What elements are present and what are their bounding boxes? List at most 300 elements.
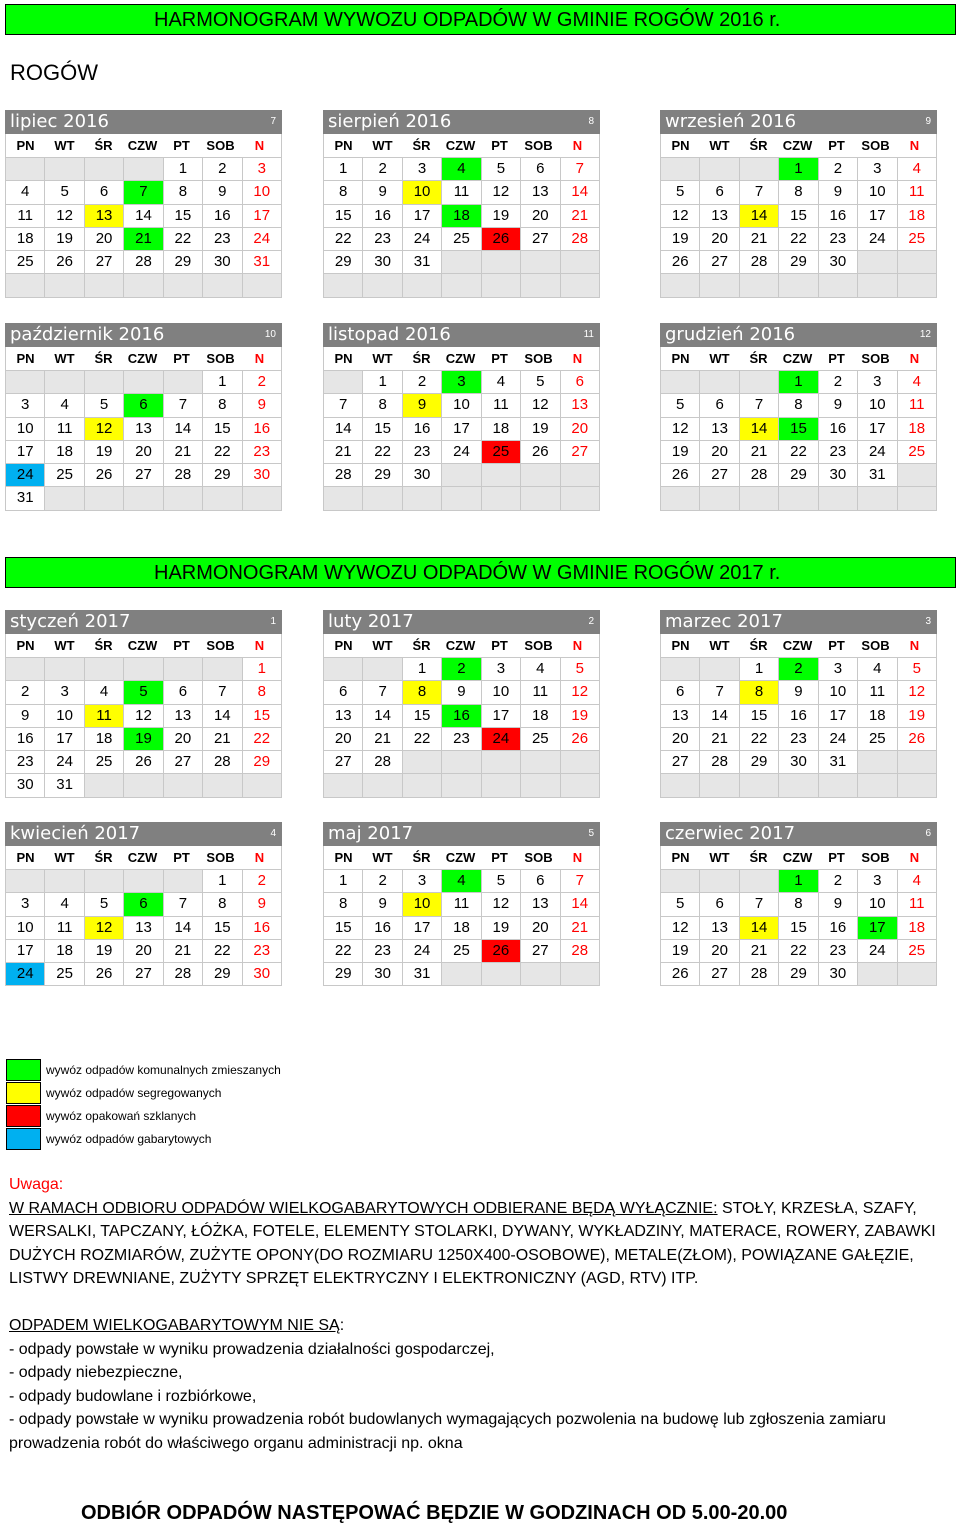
empty-cell: [661, 371, 699, 393]
month-name: luty 2017: [328, 611, 414, 632]
empty-cell: [324, 774, 362, 796]
day-cell: 4: [898, 870, 936, 892]
empty-cell: [740, 371, 778, 393]
day-cell: 2: [779, 658, 817, 680]
empty-cell: [243, 274, 281, 296]
day-cell: 11: [442, 181, 480, 203]
day-cell: 8: [203, 394, 241, 416]
day-cell: 31: [403, 963, 441, 985]
month-calendar: [5, 610, 282, 798]
weekday-label: ŚR: [749, 638, 768, 653]
day-cell: 12: [85, 418, 123, 440]
month-title-bar: [660, 110, 937, 134]
day-cell: 14: [700, 705, 738, 727]
day-cell: 8: [363, 394, 401, 416]
empty-cell: [482, 464, 520, 486]
empty-cell: [521, 464, 559, 486]
weekday-label: N: [254, 850, 265, 865]
day-cell: 19: [482, 205, 520, 227]
day-cell: 26: [45, 251, 83, 273]
day-cell: 24: [442, 441, 480, 463]
day-cell: 1: [779, 371, 817, 393]
empty-cell: [124, 658, 162, 680]
day-cell: 7: [740, 181, 778, 203]
day-cell: 19: [482, 917, 520, 939]
empty-cell: [898, 487, 936, 509]
empty-cell: [898, 251, 936, 273]
day-cell: 28: [561, 228, 599, 250]
weekday-label: WT: [709, 638, 730, 653]
day-cell: 11: [85, 705, 123, 727]
empty-cell: [403, 751, 441, 773]
weekday-label: WT: [54, 138, 75, 153]
day-cell: 12: [661, 418, 699, 440]
month-number: 4: [270, 828, 276, 839]
day-cell: 23: [243, 940, 281, 962]
empty-cell: [164, 487, 202, 509]
month-title-bar: [5, 110, 282, 134]
month-title-bar: [5, 610, 282, 634]
weekday-label: N: [572, 138, 583, 153]
note-p2-colon: :: [339, 1317, 345, 1334]
day-cell: 21: [164, 441, 202, 463]
empty-cell: [324, 274, 362, 296]
empty-cell: [898, 274, 936, 296]
day-cell: 21: [124, 228, 162, 250]
day-cell: 10: [482, 681, 520, 703]
day-cell: 21: [363, 728, 401, 750]
empty-cell: [482, 251, 520, 273]
weekday-label: SOB: [524, 351, 553, 366]
day-cell: 13: [124, 917, 162, 939]
weekday-label: PT: [828, 351, 845, 366]
day-cell: 30: [363, 251, 401, 273]
day-cell: 25: [898, 228, 936, 250]
empty-cell: [700, 774, 738, 796]
day-cell: 21: [561, 205, 599, 227]
day-grid: [5, 157, 282, 298]
weekday-label: CZW: [127, 351, 158, 366]
day-cell: 26: [898, 728, 936, 750]
empty-cell: [521, 487, 559, 509]
day-cell: 3: [858, 371, 896, 393]
day-cell: 18: [45, 441, 83, 463]
day-cell: 13: [700, 917, 738, 939]
note-item: - odpady niebezpieczne,: [9, 1364, 183, 1381]
month-number: 7: [270, 116, 276, 127]
weekday-label: PT: [828, 638, 845, 653]
weekday-label: PN: [671, 638, 690, 653]
note-p2-heading: ODPADEM WIELKOGABARYTOWYM NIE SĄ: [9, 1317, 340, 1334]
day-grid: [660, 869, 937, 986]
day-cell: 4: [521, 658, 559, 680]
day-cell: 10: [442, 394, 480, 416]
day-cell: 29: [779, 251, 817, 273]
note-p1-body: STOŁY, KRZESŁA, SZAFY, WERSALKI, TAPCZANY, ŁÓŻKA, FOTELE, ELEMENTY STOLARKI, DYWANY, WYKŁADZINY, MATERACE, ROWERY, ZABAWKI DUŻYCH ROZMIARÓW, ZUŻYTE OPONY(DO ROZMIARU 1250X400-OSOBOWE), METALE(ZŁOM), POWIĄZANE GAŁĘZIE, LISTWY DREWNIANE, ZUŻYTY SPRZĘT ELEKTRYCZNY I ELEKTRONICZNY (AGD, RTV) ITP.: [9, 1199, 936, 1287]
day-grid: [323, 157, 600, 298]
day-cell: 15: [779, 205, 817, 227]
day-cell: 16: [243, 418, 281, 440]
day-cell: 25: [898, 441, 936, 463]
day-cell: 26: [561, 728, 599, 750]
day-cell: 8: [324, 893, 362, 915]
day-cell: 11: [898, 893, 936, 915]
day-cell: 15: [203, 418, 241, 440]
day-cell: 22: [203, 441, 241, 463]
day-cell: 5: [661, 893, 699, 915]
weekday-label: CZW: [127, 638, 158, 653]
empty-cell: [324, 371, 362, 393]
day-cell: 1: [203, 371, 241, 393]
weekday-label: SOB: [206, 638, 235, 653]
day-cell: 4: [858, 658, 896, 680]
day-cell: 22: [243, 728, 281, 750]
day-cell: 31: [403, 251, 441, 273]
empty-cell: [124, 774, 162, 796]
day-cell: 14: [203, 705, 241, 727]
weekday-label: ŚR: [94, 351, 113, 366]
legend-swatch: [6, 1059, 41, 1081]
day-cell: 3: [403, 870, 441, 892]
weekday-label: SOB: [861, 638, 890, 653]
day-cell: 27: [164, 751, 202, 773]
day-cell: 27: [521, 940, 559, 962]
empty-cell: [124, 158, 162, 180]
weekday-label: SOB: [206, 138, 235, 153]
weekday-label: CZW: [782, 638, 813, 653]
empty-cell: [45, 658, 83, 680]
empty-cell: [521, 274, 559, 296]
month-name: maj 2017: [328, 823, 414, 844]
weekday-label: N: [909, 138, 920, 153]
day-cell: 11: [898, 181, 936, 203]
title-2017: HARMONOGRAM WYWOZU ODPADÓW W GMINIE ROGÓW 2017 r.: [154, 562, 781, 584]
day-cell: 22: [779, 441, 817, 463]
day-cell: 28: [561, 940, 599, 962]
day-cell: 19: [661, 228, 699, 250]
day-cell: 25: [442, 940, 480, 962]
empty-cell: [442, 464, 480, 486]
empty-cell: [45, 870, 83, 892]
day-cell: 5: [521, 371, 559, 393]
day-cell: 7: [363, 681, 401, 703]
day-cell: 27: [700, 464, 738, 486]
day-cell: 19: [661, 940, 699, 962]
day-cell: 1: [403, 658, 441, 680]
day-cell: 23: [203, 228, 241, 250]
empty-cell: [85, 487, 123, 509]
month-calendar: [323, 323, 600, 511]
day-cell: 12: [45, 205, 83, 227]
day-cell: 29: [324, 963, 362, 985]
day-cell: 29: [779, 963, 817, 985]
day-cell: 24: [6, 963, 44, 985]
day-cell: 10: [403, 181, 441, 203]
day-cell: 3: [858, 870, 896, 892]
month-calendar: [323, 110, 600, 298]
empty-cell: [45, 158, 83, 180]
empty-cell: [779, 487, 817, 509]
day-cell: 16: [779, 705, 817, 727]
day-cell: 19: [561, 705, 599, 727]
day-cell: 13: [700, 205, 738, 227]
day-cell: 7: [164, 394, 202, 416]
weekday-label: ŚR: [749, 850, 768, 865]
weekday-label: SOB: [861, 850, 890, 865]
empty-cell: [124, 274, 162, 296]
day-cell: 18: [898, 917, 936, 939]
weekday-label: PT: [173, 850, 190, 865]
day-cell: 9: [6, 705, 44, 727]
day-cell: 18: [521, 705, 559, 727]
day-cell: 15: [324, 205, 362, 227]
day-cell: 30: [6, 774, 44, 796]
day-cell: 10: [819, 681, 857, 703]
weekday-label: CZW: [445, 138, 476, 153]
month-name: sierpień 2016: [328, 111, 452, 132]
month-name: lipiec 2016: [10, 111, 109, 132]
day-cell: 15: [363, 418, 401, 440]
weekday-label: SOB: [206, 850, 235, 865]
day-cell: 22: [203, 940, 241, 962]
note-item: - odpady budowlane i rozbiórkowe,: [9, 1387, 257, 1405]
note-p1-heading: W RAMACH ODBIORU ODPADÓW WIELKOGABARYTOWYCH ODBIERANE BĘDĄ WYŁĄCZNIE: [9, 1199, 714, 1217]
empty-cell: [363, 274, 401, 296]
weekday-label: CZW: [782, 138, 813, 153]
day-cell: 4: [85, 681, 123, 703]
day-cell: 2: [363, 870, 401, 892]
day-cell: 25: [45, 963, 83, 985]
day-cell: 24: [482, 728, 520, 750]
empty-cell: [700, 274, 738, 296]
day-cell: 29: [203, 464, 241, 486]
month-number: 6: [925, 828, 931, 839]
empty-cell: [779, 274, 817, 296]
day-cell: 2: [6, 681, 44, 703]
day-cell: 20: [700, 228, 738, 250]
day-cell: 7: [324, 394, 362, 416]
empty-cell: [740, 774, 778, 796]
empty-cell: [561, 487, 599, 509]
day-cell: 20: [324, 728, 362, 750]
weekday-header: [324, 846, 599, 869]
day-cell: 4: [6, 181, 44, 203]
day-cell: 20: [561, 418, 599, 440]
day-cell: 4: [45, 893, 83, 915]
weekday-label: PN: [671, 351, 690, 366]
day-cell: 16: [819, 205, 857, 227]
day-cell: 8: [740, 681, 778, 703]
day-cell: 28: [363, 751, 401, 773]
weekday-label: SOB: [524, 638, 553, 653]
day-cell: 27: [324, 751, 362, 773]
weekday-label: PN: [334, 850, 353, 865]
weekday-label: PN: [671, 138, 690, 153]
legend-item: [6, 1127, 281, 1150]
weekday-label: PN: [16, 351, 35, 366]
day-cell: 10: [6, 917, 44, 939]
weekday-label: PN: [334, 351, 353, 366]
day-grid: [5, 869, 282, 986]
empty-cell: [482, 774, 520, 796]
day-cell: 13: [124, 418, 162, 440]
weekday-label: ŚR: [412, 850, 431, 865]
month-number: 12: [919, 329, 931, 340]
day-cell: 14: [164, 418, 202, 440]
weekday-label: N: [909, 850, 920, 865]
empty-cell: [85, 658, 123, 680]
day-cell: 26: [521, 441, 559, 463]
day-cell: 12: [482, 893, 520, 915]
day-cell: 26: [661, 464, 699, 486]
day-cell: 17: [482, 705, 520, 727]
day-cell: 11: [442, 893, 480, 915]
day-cell: 6: [521, 870, 559, 892]
day-cell: 8: [779, 394, 817, 416]
day-cell: 17: [403, 205, 441, 227]
empty-cell: [482, 751, 520, 773]
day-grid: [660, 370, 937, 511]
day-cell: 20: [521, 917, 559, 939]
empty-cell: [858, 274, 896, 296]
day-cell: 3: [6, 893, 44, 915]
day-cell: 5: [482, 870, 520, 892]
day-cell: 30: [203, 251, 241, 273]
legend: [6, 1058, 281, 1150]
empty-cell: [700, 371, 738, 393]
day-cell: 24: [403, 228, 441, 250]
empty-cell: [858, 251, 896, 273]
day-cell: 5: [85, 394, 123, 416]
day-cell: 5: [561, 658, 599, 680]
day-cell: 22: [324, 940, 362, 962]
day-cell: 29: [779, 464, 817, 486]
empty-cell: [164, 774, 202, 796]
day-cell: 7: [561, 870, 599, 892]
day-cell: 13: [661, 705, 699, 727]
day-cell: 20: [700, 441, 738, 463]
day-cell: 17: [6, 441, 44, 463]
legend-label: wywóz odpadów komunalnych zmieszanych: [46, 1062, 281, 1077]
month-calendar: [5, 822, 282, 986]
empty-cell: [521, 751, 559, 773]
day-cell: 11: [521, 681, 559, 703]
day-cell: 16: [363, 917, 401, 939]
day-cell: 13: [700, 418, 738, 440]
day-grid: [660, 157, 937, 298]
weekday-label: WT: [709, 138, 730, 153]
day-cell: 24: [858, 228, 896, 250]
day-cell: 8: [324, 181, 362, 203]
day-cell: 15: [324, 917, 362, 939]
day-cell: 8: [243, 681, 281, 703]
weekday-label: ŚR: [412, 138, 431, 153]
day-cell: 7: [700, 681, 738, 703]
day-cell: 9: [243, 394, 281, 416]
empty-cell: [898, 963, 936, 985]
weekday-label: CZW: [127, 850, 158, 865]
notes: [9, 1173, 949, 1455]
day-cell: 22: [740, 728, 778, 750]
day-cell: 23: [243, 441, 281, 463]
month-title-bar: [660, 610, 937, 634]
day-cell: 21: [561, 917, 599, 939]
day-cell: 24: [403, 940, 441, 962]
day-cell: 26: [661, 251, 699, 273]
day-cell: 4: [482, 371, 520, 393]
day-cell: 6: [700, 181, 738, 203]
weekday-label: PN: [671, 850, 690, 865]
day-cell: 29: [164, 251, 202, 273]
weekday-label: PN: [16, 850, 35, 865]
day-cell: 16: [6, 728, 44, 750]
weekday-label: PN: [16, 638, 35, 653]
day-cell: 1: [779, 158, 817, 180]
day-cell: 17: [858, 917, 896, 939]
day-cell: 9: [363, 893, 401, 915]
empty-cell: [363, 774, 401, 796]
month-calendar: [5, 110, 282, 298]
day-cell: 6: [324, 681, 362, 703]
empty-cell: [740, 158, 778, 180]
empty-cell: [700, 870, 738, 892]
day-cell: 18: [858, 705, 896, 727]
empty-cell: [700, 487, 738, 509]
month-name: wrzesień 2016: [665, 111, 797, 132]
empty-cell: [85, 158, 123, 180]
day-cell: 7: [124, 181, 162, 203]
empty-cell: [700, 158, 738, 180]
month-calendar: [660, 323, 937, 511]
day-cell: 5: [661, 394, 699, 416]
day-cell: 12: [661, 917, 699, 939]
day-cell: 22: [164, 228, 202, 250]
weekday-header: [6, 134, 281, 157]
empty-cell: [6, 274, 44, 296]
empty-cell: [561, 251, 599, 273]
day-cell: 1: [203, 870, 241, 892]
month-title-bar: [5, 323, 282, 347]
note-p1-colon: :: [713, 1199, 718, 1217]
day-cell: 29: [740, 751, 778, 773]
day-cell: 13: [521, 181, 559, 203]
day-cell: 9: [779, 681, 817, 703]
day-cell: 19: [85, 940, 123, 962]
weekday-label: PT: [173, 138, 190, 153]
day-cell: 14: [124, 205, 162, 227]
empty-cell: [403, 274, 441, 296]
empty-cell: [164, 371, 202, 393]
weekday-header: [324, 634, 599, 657]
day-cell: 21: [324, 441, 362, 463]
day-cell: 19: [898, 705, 936, 727]
day-cell: 14: [324, 418, 362, 440]
day-cell: 14: [740, 418, 778, 440]
note-uwaga: Uwaga:: [9, 1176, 64, 1193]
legend-item: [6, 1104, 281, 1127]
note-item: - odpady powstałe w wyniku prowadzenia robót budowlanych wymagających pozwolenia na budowę lub zgłoszenia zamiaru prowadzenia robót do właściwego organu administracji np. okna: [9, 1411, 886, 1452]
empty-cell: [819, 274, 857, 296]
day-cell: 5: [898, 658, 936, 680]
empty-cell: [442, 963, 480, 985]
day-cell: 26: [124, 751, 162, 773]
day-cell: 15: [740, 705, 778, 727]
footer-hours: ODBIÓR ODPADÓW NASTĘPOWAĆ BĘDZIE W GODZINACH OD 5.00-20.00: [81, 1502, 788, 1524]
empty-cell: [203, 774, 241, 796]
day-cell: 12: [898, 681, 936, 703]
day-cell: 15: [403, 705, 441, 727]
empty-cell: [858, 774, 896, 796]
